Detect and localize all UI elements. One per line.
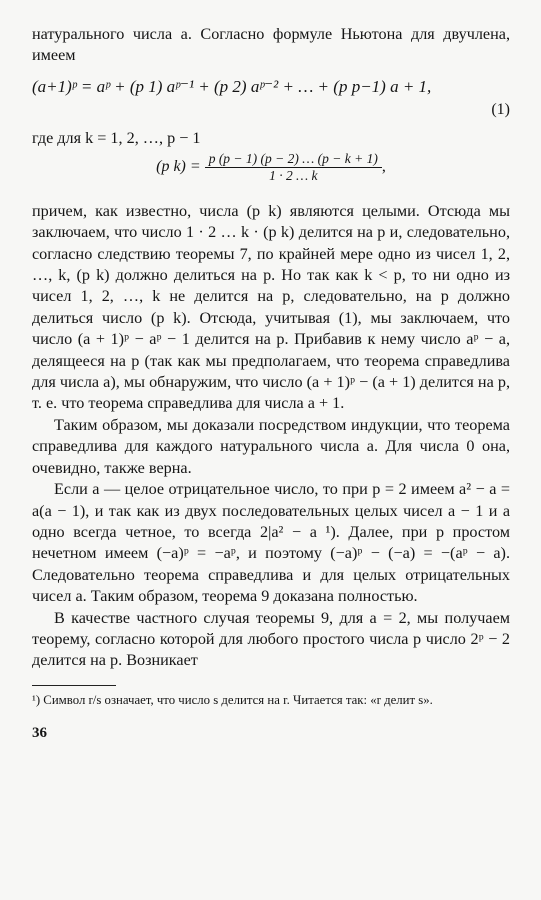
formula-comma: , bbox=[381, 157, 386, 175]
paragraph-proof: причем, как известно, числа (p k) являются целыми. Отсюда мы заключаем, что число 1 · 2 … k · (p k) делится на p и, следовательно, согласно следствию теоремы 7, по крайней мере одно из чисел 1, 2, …, k, (p k) должно делиться на p. Но так как k < p, то ни одно из чисел 1, 2, …, k не делится на p, следовательно, на p должно делиться число (p k). Отсюда, учитывая (1), мы заключаем, что число (a + 1)ᵖ − aᵖ − 1 делится на p. Прибавив к нему число aᵖ − a, делящееся на p (так как мы предполагаем, что теорема справедлива для числа a), мы обнаружим, что число (a + 1)ᵖ − (a + 1) делится на p, т. е. что теорема справедлива для числа a + 1. bbox=[32, 201, 510, 413]
paragraph-negative: Если a — целое отрицательное число, то при p = 2 имеем a² − a = a(a − 1), и так как из двух последовательных целых чисел a − 1 и a одно всегда четное, то всегда 2|a² − a ¹). Далее, при p простом нечетном имеем (−a)ᵖ = −aᵖ, и поэтому (−a)ᵖ − (−a) = −(aᵖ − a). Следовательно теорема справедлива и для целых отрицательных чисел a. Таким образом, теорема 9 доказана полностью. bbox=[32, 480, 510, 606]
book-page bbox=[32, 24, 510, 742]
paragraph-special-case: В качестве частного случая теоремы 9, для a = 2, мы получаем теорему, согласно которой для любого простого числа p число 2ᵖ − 2 делится на p. Возникает bbox=[32, 608, 510, 670]
formula-number: (1) bbox=[491, 100, 510, 118]
fraction-denominator: 1 · 2 … k bbox=[269, 167, 318, 183]
paragraph-intro: натурального числа a. Согласно формуле Ньютона для двучлена, имеем bbox=[32, 25, 510, 65]
footnote-divider bbox=[32, 685, 116, 686]
footnote: ¹) Символ r/s означает, что число s делится на r. Читается так: «r делит s». bbox=[32, 692, 433, 707]
coefficient-fraction bbox=[205, 151, 382, 184]
fraction-numerator: p (p − 1) (p − 2) … (p − k + 1) bbox=[205, 151, 382, 168]
formula-binomial-coefficient bbox=[32, 149, 510, 201]
paragraph-induction: Таким образом, мы доказали посредством индукции, что теорема справедлива для каждого натурального числа a. Для числа 0 она, очевидно, также верна. bbox=[32, 415, 510, 477]
page-number: 36 bbox=[32, 724, 47, 741]
formula-binomial-expression: (a+1)ᵖ = aᵖ + (p 1) aᵖ⁻¹ + (p 2) aᵖ⁻² + … + (p p−1) a + 1, bbox=[32, 76, 432, 96]
binomial-symbol: (p k) = bbox=[156, 158, 201, 176]
formula-condition: где для k = 1, 2, …, p − 1 bbox=[32, 128, 201, 147]
formula-binomial bbox=[32, 71, 510, 127]
